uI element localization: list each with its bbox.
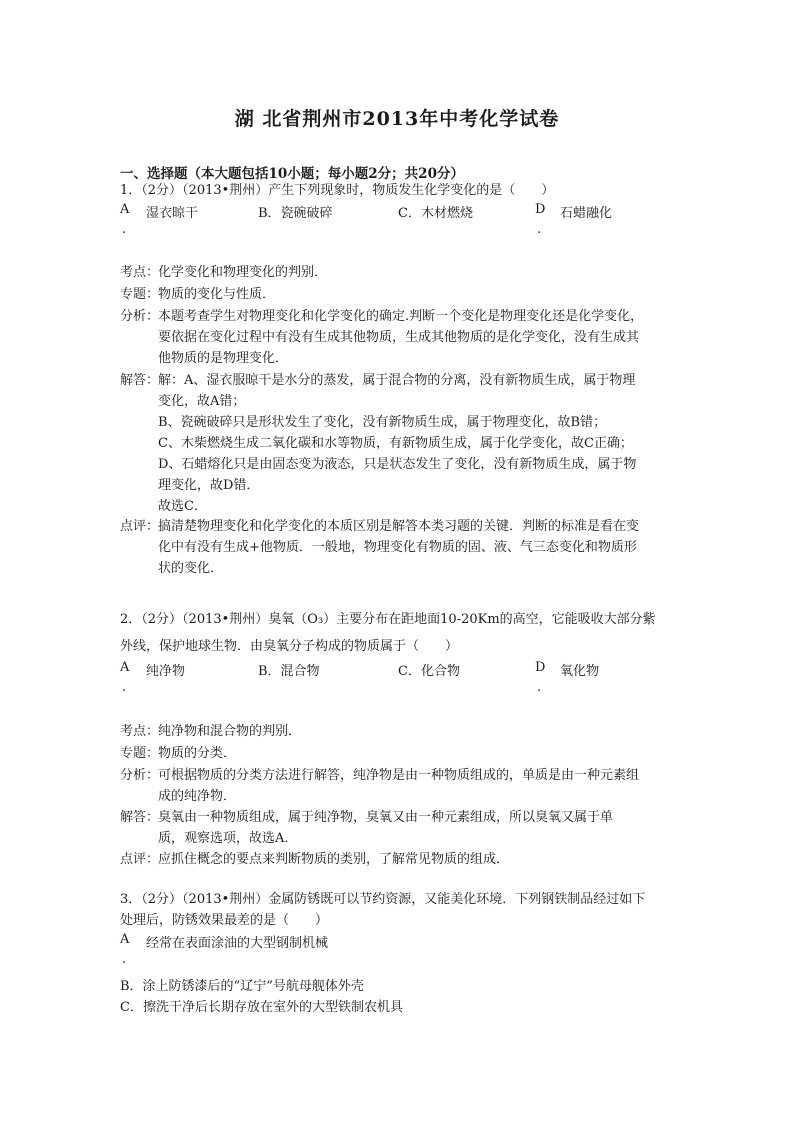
q3-stem-line2: 处理后，防锈效果最差的是（ ） [120, 913, 329, 928]
q2-fenxi-line: 可根据物质的分类方法进行解答，纯净物是由一种物质组成的，单质是由一种元素组 [158, 768, 640, 783]
q2-option-a-letter: A [120, 660, 130, 675]
q1-jieda-line: D、石蜡熔化只是由固态变为液态，只是状态发生了变化，没有新物质生成，属于物 [158, 457, 637, 472]
q2-option-c: C．化合物 [398, 664, 460, 679]
q2-dianping-line: 应抓住概念的要点来判断物质的类别，了解常见物质的组成． [158, 852, 510, 867]
q3-option-c: C．擦洗干净后长期存放在室外的大型铁制农机具 [120, 1000, 403, 1015]
q1-dianping-line: 状的变化． [158, 561, 224, 576]
q2-kaodian-text: 纯净物和混合物的判别． [158, 724, 302, 739]
q1-option-c: C．木材燃烧 [398, 206, 473, 221]
q3-option-a: 经常在表面涂油的大型钢制机械 [146, 936, 329, 951]
q2-zhuanti-text: 物质的分类． [158, 746, 237, 761]
q3-option-a-letter: A [120, 932, 130, 947]
q1-fenxi-line: 他物质的是物理变化． [158, 351, 289, 366]
q2-jieda-line: 臭氧由一种物质组成，属于纯净物，臭氧又由一种元素组成，所以臭氧又属于单 [158, 810, 614, 825]
q3-option-b: B．涂上防锈漆后的“辽宁”号航母舰体外壳 [120, 979, 364, 994]
q1-jieda-label: 解答： [120, 373, 160, 388]
q2-jieda-line: 质，观察选项，故选A． [158, 831, 298, 846]
page-title: 湖 北省荆州市2013年中考化学试卷 [234, 108, 560, 130]
q2-fenxi-label: 分析： [120, 768, 160, 783]
q3-stem-line1: 3．（2分）（2013•荆州）金属防锈既可以节约资源，又能美化环境．下列钢铁制品经过如下 [120, 892, 646, 907]
q1-dianping-line: 搞清楚物理变化和化学变化的本质区别是解答本类习题的关键．判断的标准是看在变 [158, 519, 640, 534]
q2-dot-d: . [537, 680, 542, 695]
q2-option-d: 氧化物 [560, 664, 600, 679]
q1-fenxi-line: 要依据在变化过程中有没有生成其他物质，生成其他物质的是化学变化，没有生成其 [158, 330, 640, 345]
q2-option-a: 纯净物 [146, 664, 186, 679]
q1-jieda-line: 理变化，故D错． [158, 478, 260, 493]
q1-jieda-line: 变化，故A错； [158, 394, 246, 409]
q1-kaodian-label: 考点： [120, 265, 160, 280]
q2-dot-a: . [122, 680, 127, 695]
q1-option-a: 湿衣晾干 [146, 206, 199, 221]
q2-jieda-label: 解答： [120, 810, 160, 825]
q1-dot-d: . [537, 222, 542, 237]
q1-zhuanti-text: 物质的变化与性质． [158, 287, 276, 302]
q1-option-a-letter: A [120, 202, 130, 217]
q1-zhuanti-label: 专题： [120, 287, 160, 302]
q1-option-d-letter: D [535, 202, 546, 217]
q1-dot-a: . [122, 222, 127, 237]
q1-jieda-line: C、木柴燃烧生成二氧化碳和水等物质，有新物质生成，属于化学变化，故C正确； [158, 436, 633, 451]
q1-jieda-line: 故选C． [158, 499, 207, 514]
q1-jieda-line: 解：A、湿衣服晾干是水分的蒸发，属于混合物的分离，没有新物质生成，属于物理 [158, 373, 636, 388]
q2-stem-line1: 2．（2分）（2013•荆州）臭氧（O₃）主要分布在距地面10-20Km的高空，它能吸收大部分紫 [120, 612, 656, 627]
q1-dianping-label: 点评： [120, 519, 160, 534]
q2-fenxi-line: 成的纯净物． [158, 789, 237, 804]
q1-dianping-line: 化中有没有生成+他物质．一般地，物理变化有物质的固、液、气三态变化和物质形 [158, 540, 637, 555]
q1-kaodian-text: 化学变化和物理变化的判别． [158, 265, 328, 280]
q2-option-d-letter: D [535, 660, 546, 675]
q1-stem: 1．（2分）（2013•荆州）产生下列现象时，物质发生化学变化的是（ ） [120, 183, 555, 198]
q2-stem-line2: 外线，保护地球生物．由臭氧分子构成的物质属于（ ） [120, 639, 459, 654]
q2-zhuanti-label: 专题： [120, 746, 160, 761]
q1-fenxi-line: 本题考查学生对物理变化和化学变化的确定.判断一个变化是物理变化还是化学变化， [158, 309, 644, 324]
q2-kaodian-label: 考点： [120, 724, 160, 739]
q3-dot-a: . [122, 952, 127, 967]
q1-jieda-line: B、瓷碗破碎只是形状发生了变化，没有新物质生成，属于物理变化，故B错； [158, 415, 607, 430]
q1-option-d: 石蜡融化 [560, 206, 613, 221]
q1-option-b: B．瓷碗破碎 [258, 206, 333, 221]
q2-dianping-label: 点评： [120, 852, 160, 867]
section-heading: 一、选择题（本大题包括10小题；每小题2分；共20分） [120, 166, 464, 182]
q1-fenxi-label: 分析： [120, 309, 160, 324]
q2-option-b: B．混合物 [258, 664, 320, 679]
